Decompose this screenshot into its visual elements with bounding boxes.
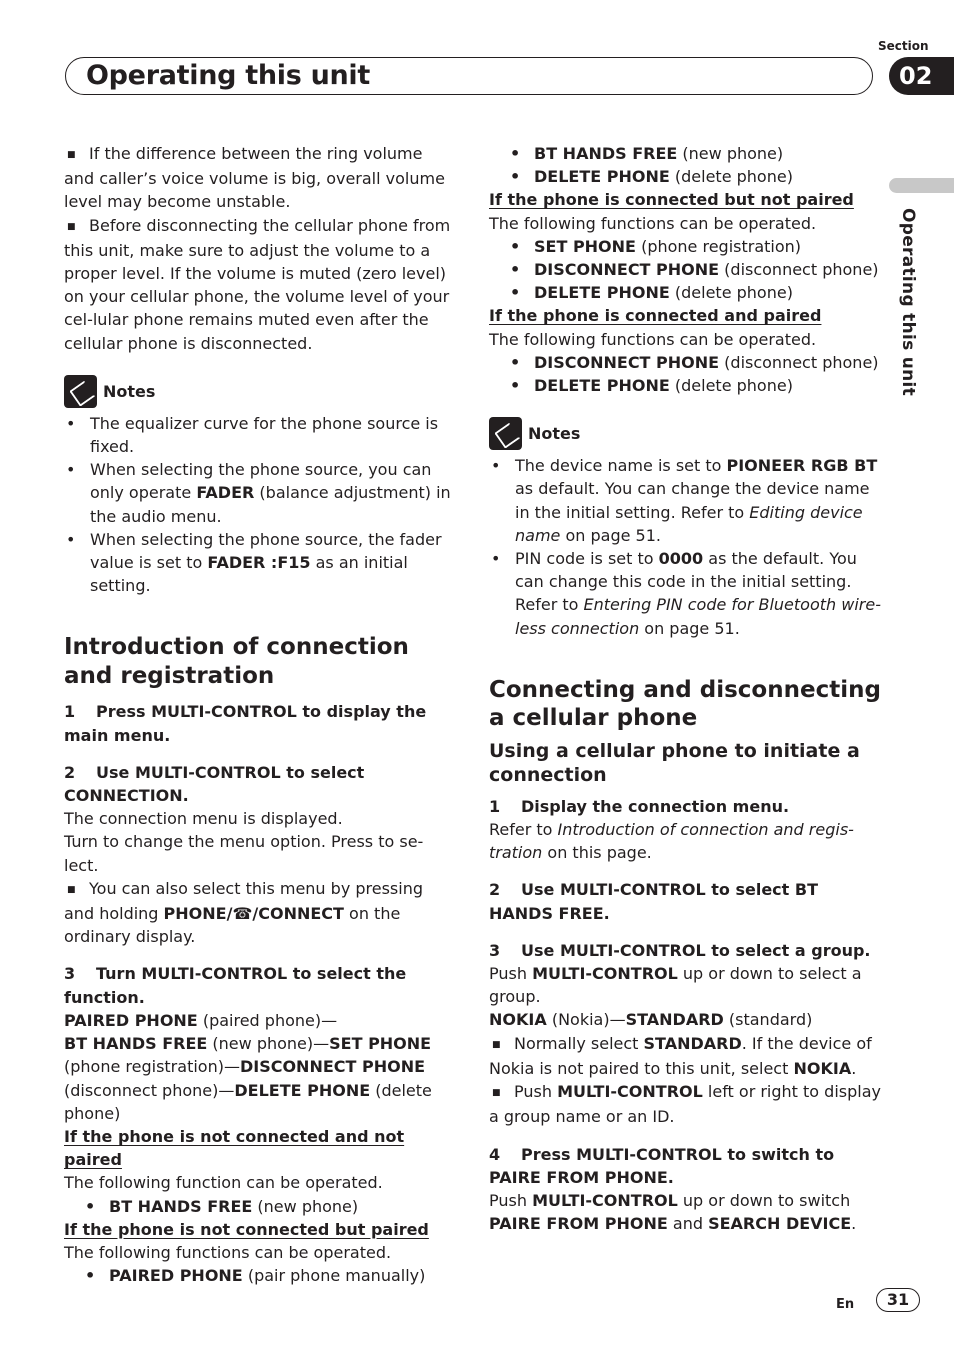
caution-paragraph: ■ Before disconnecting the cellular phone from this unit, make sure to adjust the volume to a proper level. If the volume is muted (zero level) on your cellular phone, the volume level of your cel-lular phone remains muted even after the cellular phone is disconnected. xyxy=(64,214,454,355)
page-number: 31 xyxy=(876,1288,920,1312)
section-number: 02 xyxy=(889,57,954,95)
body-text: Turn to change the menu option. Press to se-lect. xyxy=(64,832,424,875)
body-text: The following functions can be operated. xyxy=(64,1242,392,1262)
step-2: 2 Use MULTI-CONTROL to select CONNECTION. xyxy=(64,762,365,806)
subheading: If the phone is not connected but paired xyxy=(64,1219,429,1239)
list-item: • DISCONNECT PHONE (disconnect phone) xyxy=(489,258,881,281)
section-heading: Introduction of connection and registration xyxy=(64,634,409,689)
step-4: 4 Press MULTI-CONTROL to switch to PAIRE FROM PHONE. xyxy=(489,1144,835,1187)
language-label: En xyxy=(836,1297,855,1312)
list-item: • BT HANDS FREE (new phone) xyxy=(64,1195,454,1218)
page-header xyxy=(65,57,873,95)
subheading: If the phone is connected and paired xyxy=(489,306,822,326)
tip-paragraph: ■ You can also select this menu by pressing and holding PHONE/☎/CONNECT on the ordinary display. xyxy=(64,877,454,949)
side-tab-bar xyxy=(889,178,954,193)
body-text: The following functions can be operated. xyxy=(489,329,817,349)
left-column xyxy=(64,142,454,1287)
note-item: • The equalizer curve for the phone source is fixed. xyxy=(64,412,454,458)
section-heading: Connecting and disconnecting a cellular phone xyxy=(489,676,881,732)
list-item: • DELETE PHONE (delete phone) xyxy=(489,374,881,397)
body-text: NOKIA (Nokia)—STANDARD (standard) xyxy=(489,1010,813,1030)
subheading: If the phone is not connected and not paired xyxy=(64,1126,405,1170)
list-item: • BT HANDS FREE (new phone) xyxy=(489,142,881,165)
subheading: If the phone is connected but not paired xyxy=(489,190,854,210)
tip-paragraph: ■ Push MULTI-CONTROL left or right to display a group name or an ID. xyxy=(489,1080,881,1128)
list-item: • DISCONNECT PHONE (disconnect phone) xyxy=(489,351,881,374)
notes-heading: Notes xyxy=(489,417,881,450)
step-3: 3 Use MULTI-CONTROL to select a group. xyxy=(489,940,871,960)
body-text: The following function can be operated. xyxy=(64,1173,383,1193)
body-text: Push MULTI-CONTROL up or down to switch PAIRE FROM PHONE and SEARCH DEVICE. xyxy=(489,1190,857,1234)
body-text: The connection menu is displayed. xyxy=(64,809,343,829)
step-1: 1 Press MULTI-CONTROL to display the main menu. xyxy=(64,702,427,745)
notes-heading: Notes xyxy=(64,375,454,408)
section-label: Section xyxy=(878,39,929,53)
note-item: • PIN code is set to 0000 as the default. You can change this code in the initial setting. Refer to Entering PIN code for Bluetooth wire-less connection on page 51. xyxy=(489,547,881,640)
note-item: • When selecting the phone source, you can only operate FADER (balance adjustment) in the audio menu. xyxy=(64,458,454,528)
step-3: 3 Turn MULTI-CONTROL to select the function. xyxy=(64,964,407,1007)
list-item: • DELETE PHONE (delete phone) xyxy=(489,165,881,188)
phone-icon: ☎ xyxy=(232,904,253,924)
list-item: • PAIRED PHONE (pair phone manually) xyxy=(64,1264,454,1287)
right-column xyxy=(489,142,881,1235)
note-pencil-icon xyxy=(64,375,97,408)
body-text: Refer to Introduction of connection and regis-tration on this page. xyxy=(489,820,854,863)
step-1: 1 Display the connection menu. xyxy=(489,796,790,816)
note-item: • The device name is set to PIONEER RGB BT as default. You can change the device name in the initial setting. Refer to Editing device name on page 51. xyxy=(489,454,881,547)
note-item: • When selecting the phone source, the fader value is set to FADER :F15 as an initial setting. xyxy=(64,528,454,598)
body-text: Push MULTI-CONTROL up or down to select a group. xyxy=(489,964,862,1007)
body-text: The following functions can be operated. xyxy=(489,213,817,233)
tip-paragraph: ■ Normally select STANDARD. If the device of Nokia is not paired to this unit, select NOKIA. xyxy=(489,1032,881,1080)
note-pencil-icon xyxy=(489,417,522,450)
caution-paragraph: ■ If the difference between the ring volume and caller’s voice volume is big, overall volume level may become unstable. xyxy=(64,142,454,214)
step-2: 2 Use MULTI-CONTROL to select BT HANDS FREE. xyxy=(489,880,818,923)
side-tab-label: Operating this unit xyxy=(898,208,918,397)
function-list: PAIRED PHONE (paired phone)— BT HANDS FREE (new phone)—SET PHONE (phone registration)—DISCONNECT PHONE (disconnect phone)—DELETE PHONE (delete phone) xyxy=(64,1010,432,1123)
subsection-heading: Using a cellular phone to initiate a connection xyxy=(489,739,860,786)
page-title: Operating this unit xyxy=(86,60,370,91)
list-item: • SET PHONE (phone registration) xyxy=(489,235,881,258)
list-item: • DELETE PHONE (delete phone) xyxy=(489,281,881,304)
